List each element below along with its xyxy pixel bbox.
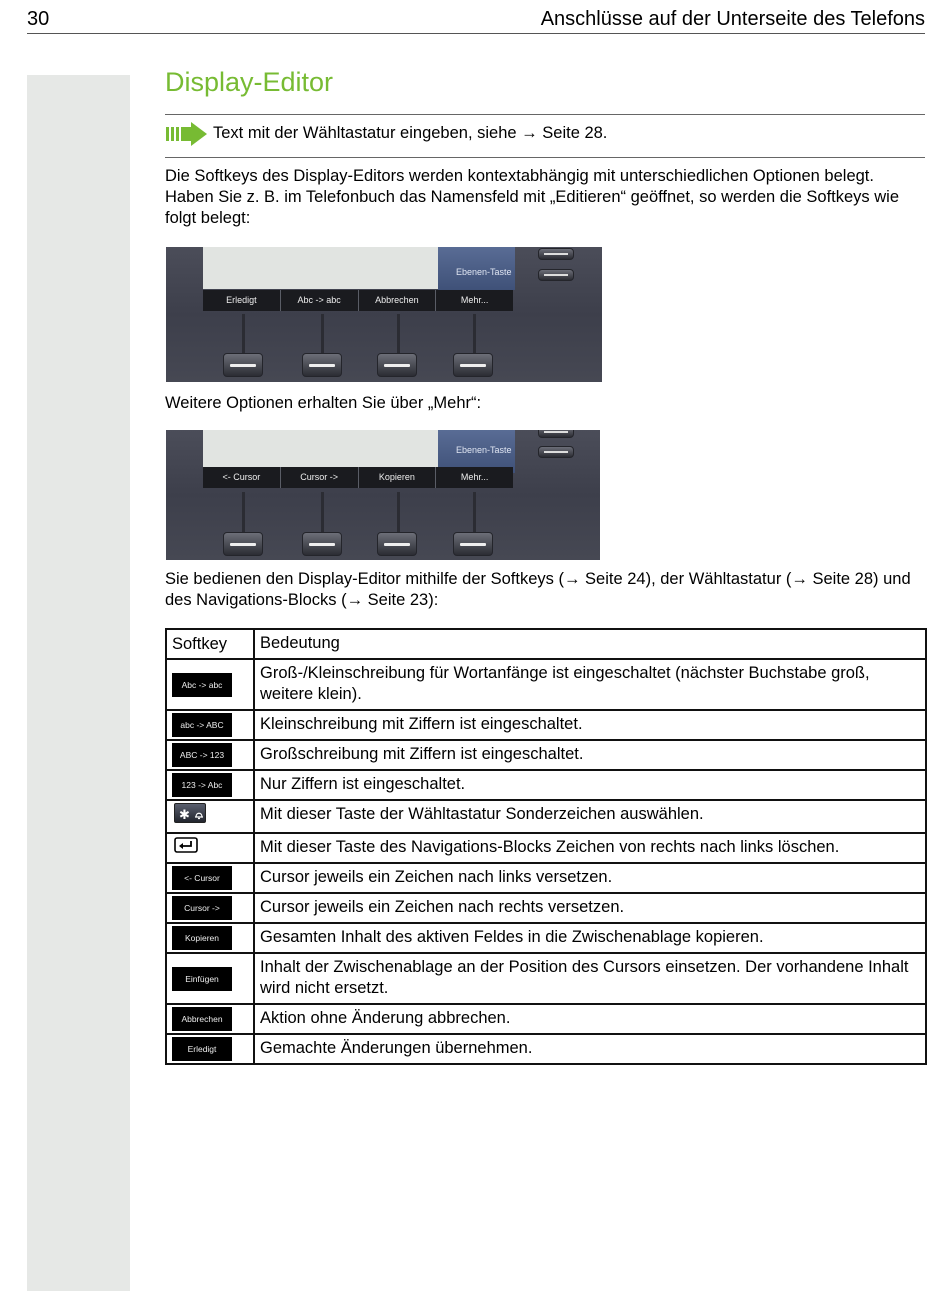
meaning-cell: Kleinschreibung mit Ziffern ist eingeschaltet. <box>254 710 926 740</box>
side-key <box>538 430 574 438</box>
softkey-button <box>453 532 493 556</box>
meaning-cell: Großschreibung mit Ziffern ist eingeschaltet. <box>254 740 926 770</box>
softkey-badge: ABC -> 123 <box>172 743 232 767</box>
softkey-label: Erledigt <box>203 290 281 311</box>
page-header <box>27 6 925 34</box>
softkey-bar <box>203 290 513 311</box>
ref-arrow-icon: → <box>346 591 368 609</box>
phone-display-figure <box>166 430 600 560</box>
hint-label: Text mit der Wähltastatur eingeben, siehe <box>213 124 517 142</box>
meaning-cell: Gemachte Änderungen übernehmen. <box>254 1034 926 1064</box>
key-stem <box>321 314 324 354</box>
key-stem <box>397 314 400 354</box>
softkey-label: <- Cursor <box>203 467 281 488</box>
softkey-button <box>302 532 342 556</box>
softkey-badge: Abc -> abc <box>172 673 232 697</box>
softkey-label: Abbrechen <box>359 290 437 311</box>
softkey-label: Abc -> abc <box>281 290 359 311</box>
softkey-label: Kopieren <box>359 467 437 488</box>
hint-text <box>213 124 607 143</box>
table-header-row <box>166 629 926 659</box>
softkey-badge: Erledigt <box>172 1037 232 1061</box>
softkey-badge: Cursor -> <box>172 896 232 920</box>
side-key <box>538 269 574 281</box>
meaning-cell: Groß-/Kleinschreibung für Wortanfänge ist eingeschaltet (nächster Buchstabe groß, weitere klein). <box>254 659 926 710</box>
softkey-bar <box>203 467 513 488</box>
softkey-table <box>165 628 927 1065</box>
table-row <box>166 800 926 833</box>
more-paragraph: Weitere Optionen erhalten Sie über „Mehr“: <box>165 394 482 412</box>
table-row <box>166 923 926 953</box>
column-header: Softkey <box>166 629 254 659</box>
softkey-button <box>453 353 493 377</box>
ref-arrow-icon: → <box>563 570 586 588</box>
table-row <box>166 863 926 893</box>
softkey-button <box>302 353 342 377</box>
softkey-badge: Einfügen <box>172 967 232 991</box>
key-stem <box>242 314 245 354</box>
page-reference[interactable]: Seite 24 <box>585 570 646 588</box>
table-row <box>166 740 926 770</box>
key-stem <box>473 492 476 532</box>
table-row <box>166 893 926 923</box>
meaning-cell: Nur Ziffern ist eingeschaltet. <box>254 770 926 800</box>
ref-arrow-icon: → <box>521 124 538 142</box>
star-key-icon <box>174 803 206 823</box>
softkey-badge: 123 -> Abc <box>172 773 232 797</box>
page-number: 30 <box>27 8 50 30</box>
layer-key-label: Ebenen-Taste <box>456 267 512 277</box>
table-row <box>166 1004 926 1034</box>
meaning-cell: Mit dieser Taste der Wähltastatur Sonderzeichen auswählen. <box>254 800 926 833</box>
intro-paragraph: Die Softkeys des Display-Editors werden kontextabhängig mit unterschiedlichen Optionen belegt. Haben Sie z. B. im Telefonbuch das Namensfeld mit „Editieren“ geöffnet, so werden die Softkeys wie folgt belegt: <box>165 167 900 227</box>
phone-display-figure <box>166 247 602 382</box>
table-row <box>166 1034 926 1064</box>
header-title: Anschlüsse auf der Unterseite des Telefons <box>540 8 925 30</box>
softkey-label: Mehr... <box>460 472 489 482</box>
svg-text:✱: ✱ <box>179 808 190 823</box>
softkey-badge: abc -> ABC <box>172 713 232 737</box>
side-key <box>538 248 574 260</box>
table-row <box>166 770 926 800</box>
softkey-badge: Kopieren <box>172 926 232 950</box>
softkey-button <box>223 532 263 556</box>
layer-key-label: Ebenen-Taste <box>456 445 512 455</box>
arrow-icon <box>166 122 208 146</box>
page-reference[interactable]: Seite 28 <box>812 570 874 588</box>
softkey-badge: <- Cursor <box>172 866 232 890</box>
key-stem <box>242 492 245 532</box>
ref-arrow-icon: → <box>791 570 813 588</box>
back-arrow-icon <box>174 837 198 853</box>
divider <box>165 114 925 115</box>
meaning-cell: Cursor jeweils ein Zeichen nach links versetzen. <box>254 863 926 893</box>
usage-text: ) und des Navigations-Blocks ( <box>165 570 911 609</box>
table-row <box>166 659 926 710</box>
softkey-button <box>377 353 417 377</box>
table-row <box>166 953 926 1004</box>
usage-text: ), der Wähltastatur ( <box>645 570 792 588</box>
softkey-label: Mehr... <box>460 295 489 305</box>
table-row <box>166 710 926 740</box>
softkey-label: Cursor -> <box>281 467 359 488</box>
section-title: Display-Editor <box>165 67 334 97</box>
margin-band <box>27 75 130 1291</box>
table-row <box>166 833 926 863</box>
key-stem <box>397 492 400 532</box>
usage-text: Sie bedienen den Display-Editor mithilfe der Softkeys ( <box>165 570 564 588</box>
meaning-cell: Aktion ohne Änderung abbrechen. <box>254 1004 926 1034</box>
hint-reference[interactable]: Seite 28. <box>542 124 608 142</box>
column-header: Bedeutung <box>254 629 926 659</box>
softkey-button <box>377 532 417 556</box>
meaning-cell: Gesamten Inhalt des aktiven Feldes in die Zwischenablage kopieren. <box>254 923 926 953</box>
softkey-button <box>223 353 263 377</box>
display-screen <box>203 430 475 472</box>
page-reference[interactable]: Seite 23 <box>367 591 429 609</box>
meaning-cell: Cursor jeweils ein Zeichen nach rechts versetzen. <box>254 893 926 923</box>
usage-paragraph <box>165 569 927 611</box>
divider <box>165 157 925 158</box>
meaning-cell: Inhalt der Zwischenablage an der Position des Cursors einsetzen. Der vorhandene Inhalt wird nicht ersetzt. <box>254 953 926 1004</box>
usage-text: ): <box>428 591 439 609</box>
side-key <box>538 446 574 458</box>
key-stem <box>473 314 476 354</box>
display-screen <box>203 247 475 289</box>
softkey-badge: Abbrechen <box>172 1007 232 1031</box>
meaning-cell: Mit dieser Taste des Navigations-Blocks Zeichen von rechts nach links löschen. <box>254 833 926 863</box>
key-stem <box>321 492 324 532</box>
